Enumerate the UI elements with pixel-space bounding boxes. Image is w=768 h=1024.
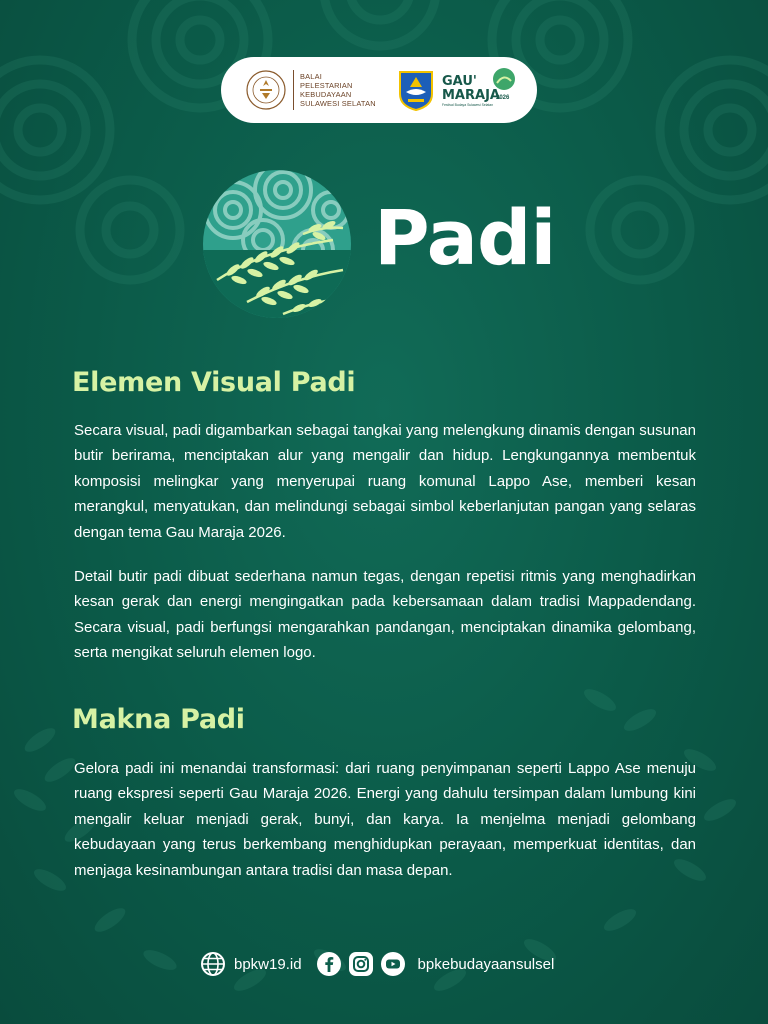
padi-emblem [203,170,351,318]
svg-text:2026: 2026 [496,95,510,101]
svg-text:MARAJA: MARAJA [442,88,500,103]
section-title-elemen-visual: Elemen Visual Padi [72,367,356,398]
facebook-icon[interactable] [316,951,342,977]
svg-text:Festival Budaya Sulawesi Selat: Festival Budaya Sulawesi Selatan [442,103,494,107]
partner-logo-bar [221,57,537,123]
social-handle[interactable]: bpkebudayaansulsel [417,955,555,973]
section-paragraph: Secara visual, padi digambarkan sebagai tangkai yang melengkung dinamis dengan susunan butir berirama, menciptakan alur yang mengalir dan hidup. Lengkungannya membentuk komposisi melingkar yang menyerupai ruang komunal Lappo Ase, memberi kesan merangkul, menyatukan, dan melindungi sebagai simbol keberlanjutan pangan yang selaras dengan tema Gau Maraja 2026. [74,422,696,541]
instagram-icon[interactable] [348,951,374,977]
section-paragraph: Gelora padi ini menandai transformasi: dari ruang penyimpanan seperti Lappo Ase menuju ruang ekspresi seperti Gau Maraja 2026. Energi yang dahulu tersimpan dalam lumbung kini mengalir keluar menjadi gerak, bunyi, dan karya. Ia menjelma menjadi gelombang kebudayaan yang terus berkembang menghidupkan perayaan, memperkuat identitas, dan menjaga kesinambungan antara tradisi dan masa depan. [74,760,696,879]
website-link[interactable]: bpkw19.id [234,955,302,973]
gau-maraja-logo [440,65,520,115]
sulawesi-selatan-emblem [396,68,436,112]
youtube-icon[interactable] [380,951,406,977]
kementerian-kebudayaan-emblem [245,69,287,111]
footer-contacts [200,948,580,980]
balai-name: BALAI PELESTARIAN KEBUDAYAAN SULAWESI SELATAN [300,72,376,108]
section-paragraph: Detail butir padi dibuat sederhana namun tegas, dengan repetisi ritmis yang menghadirkan kesan gerak dan energi mengingatkan pada kebersamaan dalam tradisi Mappadendang. Secara visual, padi berfungsi mengarahkan pandangan, menciptakan dinamika gelombang, serta mengikat seluruh elemen logo. [74,568,696,662]
logo-divider [293,70,294,110]
section-title-makna: Makna Padi [72,704,245,735]
globe-icon[interactable] [200,951,226,977]
svg-text:GAU': GAU' [442,74,477,89]
page-title: Padi [374,193,556,282]
